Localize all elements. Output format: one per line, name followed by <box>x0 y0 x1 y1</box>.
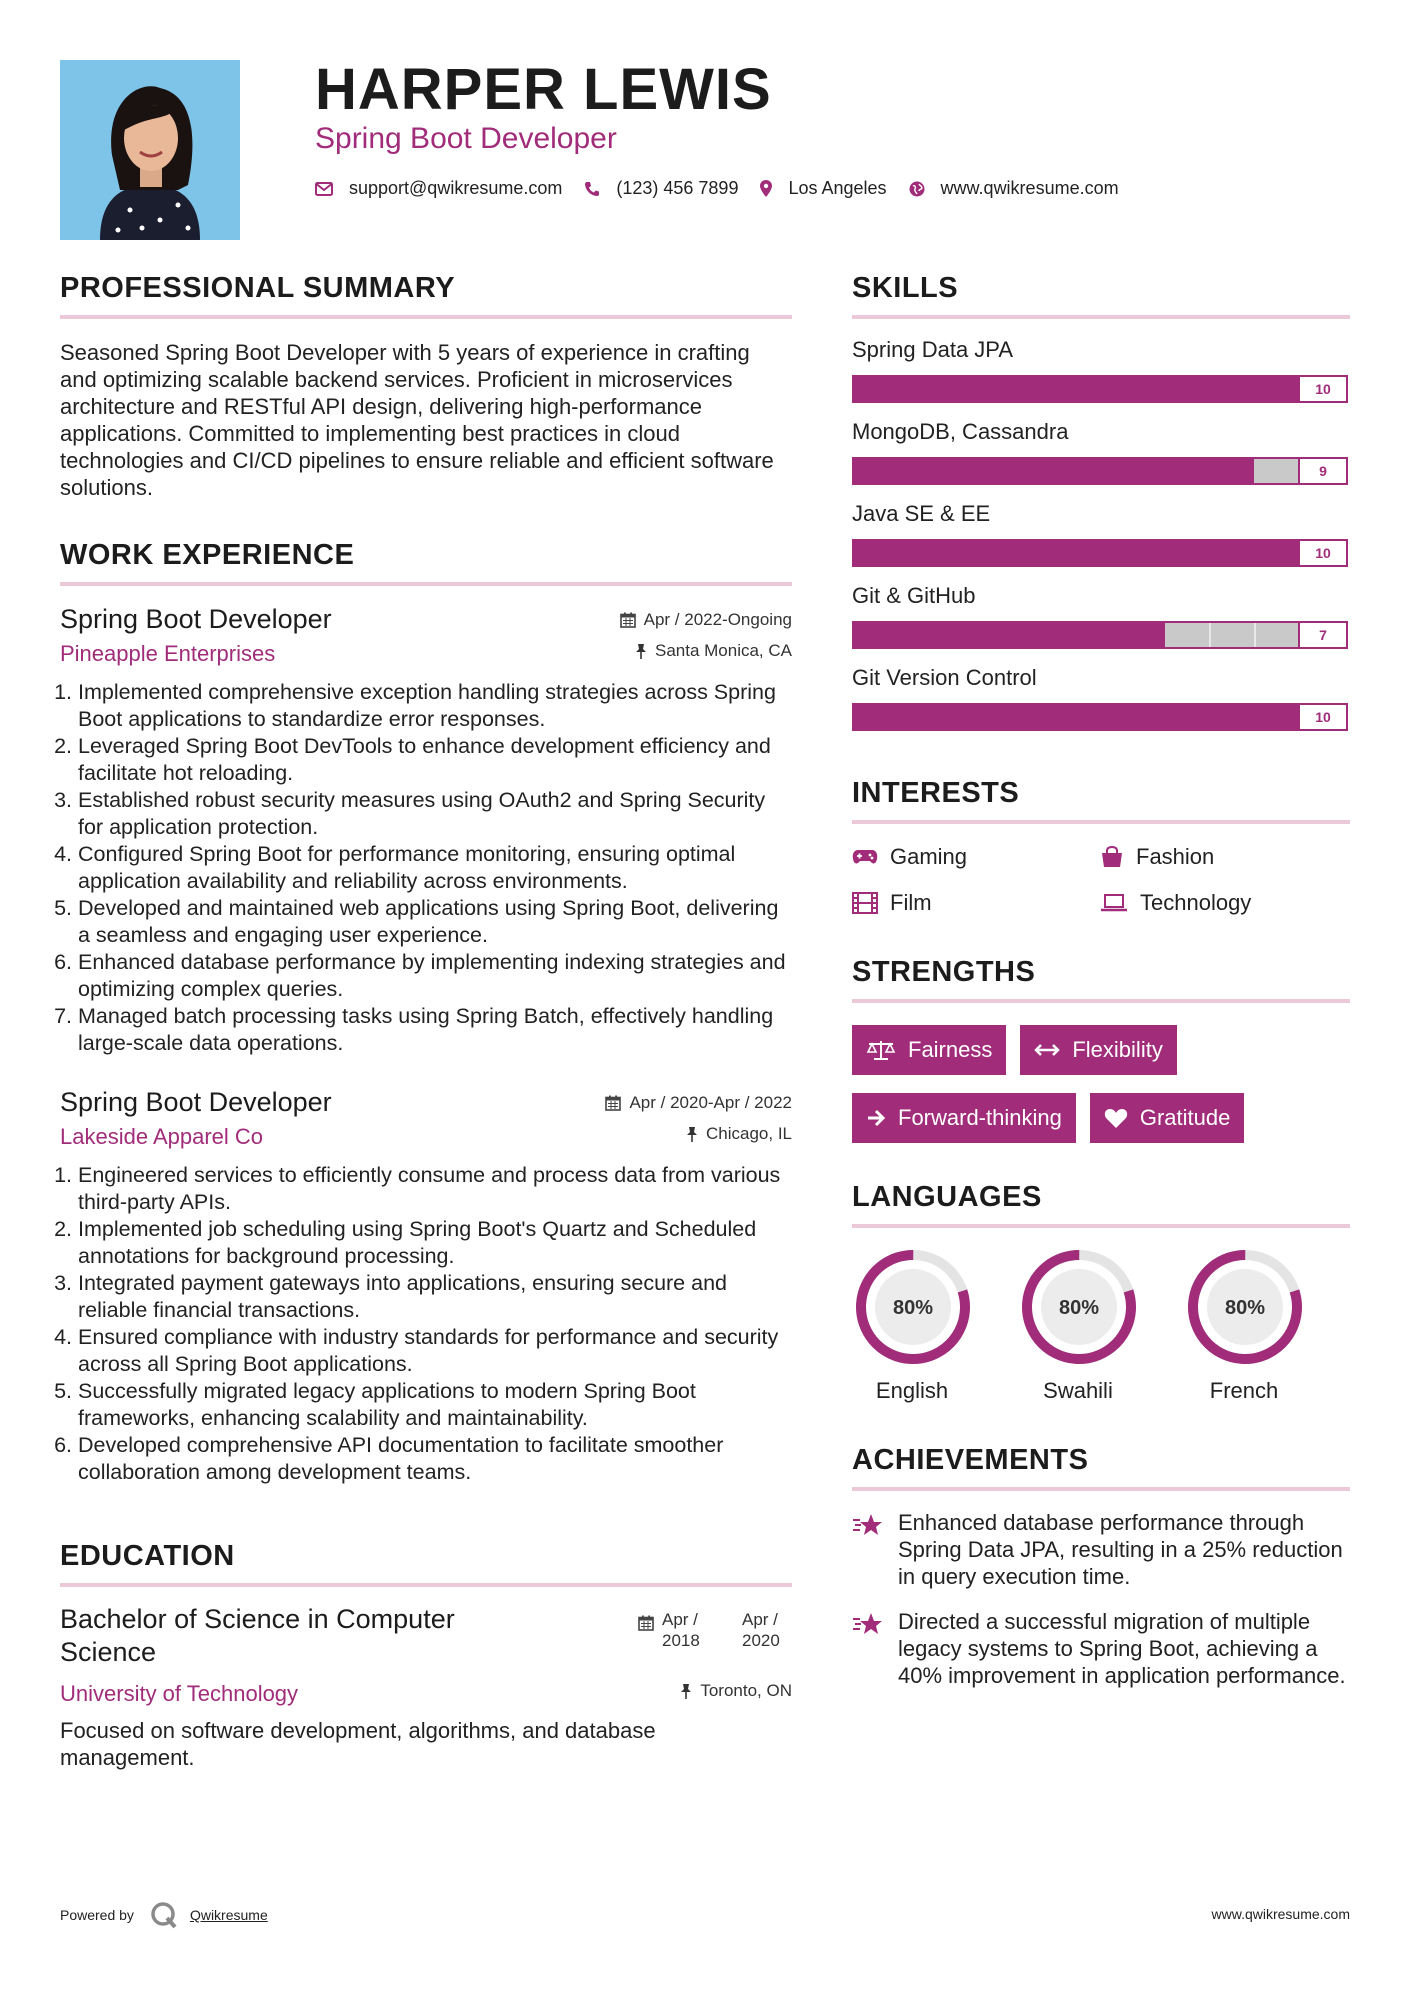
star-icon <box>852 1610 884 1638</box>
language-ring <box>1018 1246 1140 1368</box>
list-item: 6. Enhanced database performance by implementing indexing strategies and optimizing complex queries. <box>78 949 792 1003</box>
achievement-text: Directed a successful migration of multiple legacy systems to Spring Boot, achieving a 40% improvement in application performance. <box>898 1609 1346 1688</box>
language-percent: 80% <box>1224 1297 1266 1319</box>
language-percent: 80% <box>1058 1297 1100 1319</box>
achievement-item <box>852 1608 1350 1689</box>
language-name: English <box>875 1378 949 1403</box>
skill-item <box>852 337 1350 403</box>
language-name: Swahili <box>1043 1378 1113 1403</box>
list-item: 4. Configured Spring Boot for performance monitoring, ensuring optimal application availability and reliability across environments. <box>78 841 792 895</box>
job-location: Chicago, IL <box>686 1124 792 1144</box>
skill-name: Git & GitHub <box>852 583 976 608</box>
achievement-item <box>852 1509 1350 1590</box>
education-end: Apr / 2020 <box>742 1610 780 1650</box>
school-location: Toronto, ON <box>680 1681 792 1701</box>
footer-url[interactable]: www.qwikresume.com <box>1211 1906 1350 1922</box>
list-item: 4. Ensured compliance with industry standards for performance and security across all Spring Boot applications. <box>78 1324 792 1378</box>
skill-item <box>852 501 1350 567</box>
education-section <box>60 1540 792 1771</box>
calendar-icon <box>638 1615 654 1631</box>
skill-name: Spring Data JPA <box>852 337 1014 362</box>
skill-score: 7 <box>1298 623 1346 647</box>
job-date: Apr / 2020-Apr / 2022 <box>605 1093 792 1113</box>
education-dates <box>638 1609 792 1669</box>
list-item: 1. Engineered services to efficiently consume and process data from various third-party APIs. <box>78 1162 792 1216</box>
skill-bar-fill <box>854 541 1298 565</box>
skill-item <box>852 665 1350 731</box>
film-icon <box>852 892 878 914</box>
skill-bar-fill <box>854 705 1298 729</box>
job-title: Spring Boot Developer <box>60 1087 332 1117</box>
skill-score: 9 <box>1298 459 1346 483</box>
skill-score: 10 <box>1298 705 1346 729</box>
candidate-role: Spring Boot Developer <box>315 122 617 155</box>
language-ring <box>1184 1246 1306 1368</box>
skill-score: 10 <box>1298 541 1346 565</box>
footer-powered-by <box>60 1901 268 1929</box>
pushpin-icon <box>635 643 647 659</box>
languages-section <box>852 1181 1350 1404</box>
interest-item: Fashion <box>1100 844 1348 870</box>
job-location: Santa Monica, CA <box>635 641 792 661</box>
phone-icon <box>584 181 600 197</box>
achievements-section <box>852 1444 1350 1689</box>
globe-icon <box>909 181 925 197</box>
heart-icon <box>1104 1107 1128 1129</box>
skill-name: Git Version Control <box>852 665 1037 690</box>
strength-badge: Flexibility <box>1020 1025 1176 1075</box>
profile-photo <box>60 60 240 240</box>
contact-location <box>760 178 886 199</box>
skill-bar-segment <box>1254 623 1256 647</box>
skill-name: Java SE & EE <box>852 501 991 526</box>
company-name: Pineapple Enterprises <box>60 641 276 666</box>
calendar-icon <box>605 1095 621 1111</box>
skill-bar <box>852 375 1348 403</box>
left-column <box>60 272 792 1771</box>
list-item: 1. Implemented comprehensive exception handling strategies across Spring Boot applications to standardize error responses. <box>78 679 792 733</box>
location-text: Los Angeles <box>788 178 887 198</box>
job-bullets <box>60 679 792 1057</box>
company-name: Lakeside Apparel Co <box>60 1124 264 1149</box>
list-item: 2. Implemented job scheduling using Spring Boot's Quartz and Scheduled annotations for background processing. <box>78 1216 792 1270</box>
arrow-right-icon <box>866 1109 886 1127</box>
interest-item: Technology <box>1100 890 1348 916</box>
summary-text: Seasoned Spring Boot Developer with 5 years of experience in crafting and optimizing scalable backend services. Proficient in microservices architecture and RESTful API design, delivering high-performance applications. Committed to implementing best practices in cloud technologies and CI/CD pipelines to ensure reliable and efficient software solutions. <box>60 340 774 500</box>
envelope-icon <box>315 182 333 196</box>
interests-section <box>852 777 1350 916</box>
language-item <box>852 1246 1018 1404</box>
laptop-icon <box>1100 893 1128 913</box>
skill-bar-remainder <box>1254 459 1298 483</box>
contact-website[interactable] <box>909 178 1119 199</box>
skill-item <box>852 583 1350 649</box>
contact-phone[interactable] <box>584 178 738 199</box>
interest-item: Gaming <box>852 844 1100 870</box>
list-item: 5. Successfully migrated legacy applications to modern Spring Boot frameworks, enhancing scalability and maintainability. <box>78 1378 792 1432</box>
language-item <box>1018 1246 1184 1404</box>
strengths-section <box>852 956 1350 1151</box>
phone-text: (123) 456 7899 <box>616 178 739 198</box>
job-entry <box>60 1087 792 1486</box>
pushpin-icon <box>680 1683 692 1699</box>
calendar-icon <box>620 612 636 628</box>
skills-section <box>852 272 1350 731</box>
star-icon <box>852 1511 884 1539</box>
brand-link[interactable]: Qwikresume <box>189 1907 268 1923</box>
skills-heading: SKILLS <box>852 272 1350 319</box>
language-item <box>1184 1246 1350 1404</box>
summary-heading: PROFESSIONAL SUMMARY <box>60 272 792 319</box>
education-heading: EDUCATION <box>60 1540 792 1587</box>
list-item: 3. Established robust security measures using OAuth2 and Spring Security for application protection. <box>78 787 792 841</box>
degree-title: Bachelor of Science in Computer Science <box>60 1604 455 1667</box>
gamepad-icon <box>852 848 878 866</box>
contact-bar <box>315 178 1141 199</box>
achievements-heading: ACHIEVEMENTS <box>852 1444 1350 1491</box>
skill-bar <box>852 539 1348 567</box>
school-name: University of Technology <box>60 1681 299 1706</box>
education-description: Focused on software development, algorithms, and database management. <box>60 1718 656 1770</box>
interests-heading: INTERESTS <box>852 777 1350 824</box>
skill-bar-fill <box>854 623 1165 647</box>
website-text: www.qwikresume.com <box>940 178 1119 198</box>
skill-item <box>852 419 1350 485</box>
qwikresume-logo-icon <box>150 1901 178 1929</box>
strengths-heading: STRENGTHS <box>852 956 1350 1003</box>
job-title: Spring Boot Developer <box>60 604 332 634</box>
shopping-bag-icon <box>1100 846 1124 868</box>
arrows-horizontal-icon <box>1034 1043 1060 1057</box>
language-percent: 80% <box>892 1297 934 1319</box>
experience-section <box>60 539 792 1486</box>
skill-bar-remainder <box>1165 623 1298 647</box>
job-bullets <box>60 1162 792 1486</box>
list-item: 6. Developed comprehensive API documentation to facilitate smoother collaboration among development teams. <box>78 1432 792 1486</box>
skill-bar <box>852 703 1348 731</box>
right-column <box>852 272 1350 1689</box>
language-name: French <box>1209 1378 1279 1403</box>
portrait-image <box>60 60 240 240</box>
job-entry <box>60 604 792 1057</box>
skill-name: MongoDB, Cassandra <box>852 419 1069 444</box>
skill-bar-segment <box>1209 623 1211 647</box>
achievement-text: Enhanced database performance through Spring Data JPA, resulting in a 25% reduction in query execution time. <box>898 1510 1343 1589</box>
powered-by-text: Powered by <box>60 1907 134 1923</box>
list-item: 2. Leveraged Spring Boot DevTools to enhance development efficiency and facilitate hot reloading. <box>78 733 792 787</box>
language-ring <box>852 1246 974 1368</box>
list-item: 7. Managed batch processing tasks using Spring Batch, effectively handling large-scale data operations. <box>78 1003 792 1057</box>
list-item: 5. Developed and maintained web applications using Spring Boot, delivering a seamless and engaging user experience. <box>78 895 792 949</box>
scale-icon <box>866 1039 896 1061</box>
skill-score: 10 <box>1298 377 1346 401</box>
candidate-name: HARPER LEWIS <box>315 57 772 122</box>
skill-bar <box>852 621 1348 649</box>
job-date: Apr / 2022-Ongoing <box>620 610 792 630</box>
languages-heading: LANGUAGES <box>852 1181 1350 1228</box>
summary-section <box>60 272 792 501</box>
skill-bar-fill <box>854 377 1298 401</box>
strength-badge: Forward-thinking <box>852 1093 1076 1143</box>
pushpin-icon <box>686 1126 698 1142</box>
interest-item: Film <box>852 890 1100 916</box>
education-start: Apr / 2018 <box>662 1610 700 1650</box>
list-item: 3. Integrated payment gateways into applications, ensuring secure and reliable financial transactions. <box>78 1270 792 1324</box>
strength-badge: Fairness <box>852 1025 1006 1075</box>
strength-badge: Gratitude <box>1090 1093 1245 1143</box>
contact-email[interactable] <box>315 178 562 199</box>
email-text: support@qwikresume.com <box>349 178 563 198</box>
map-pin-icon <box>760 180 772 197</box>
skill-bar-fill <box>854 459 1254 483</box>
experience-heading: WORK EXPERIENCE <box>60 539 792 586</box>
skill-bar <box>852 457 1348 485</box>
